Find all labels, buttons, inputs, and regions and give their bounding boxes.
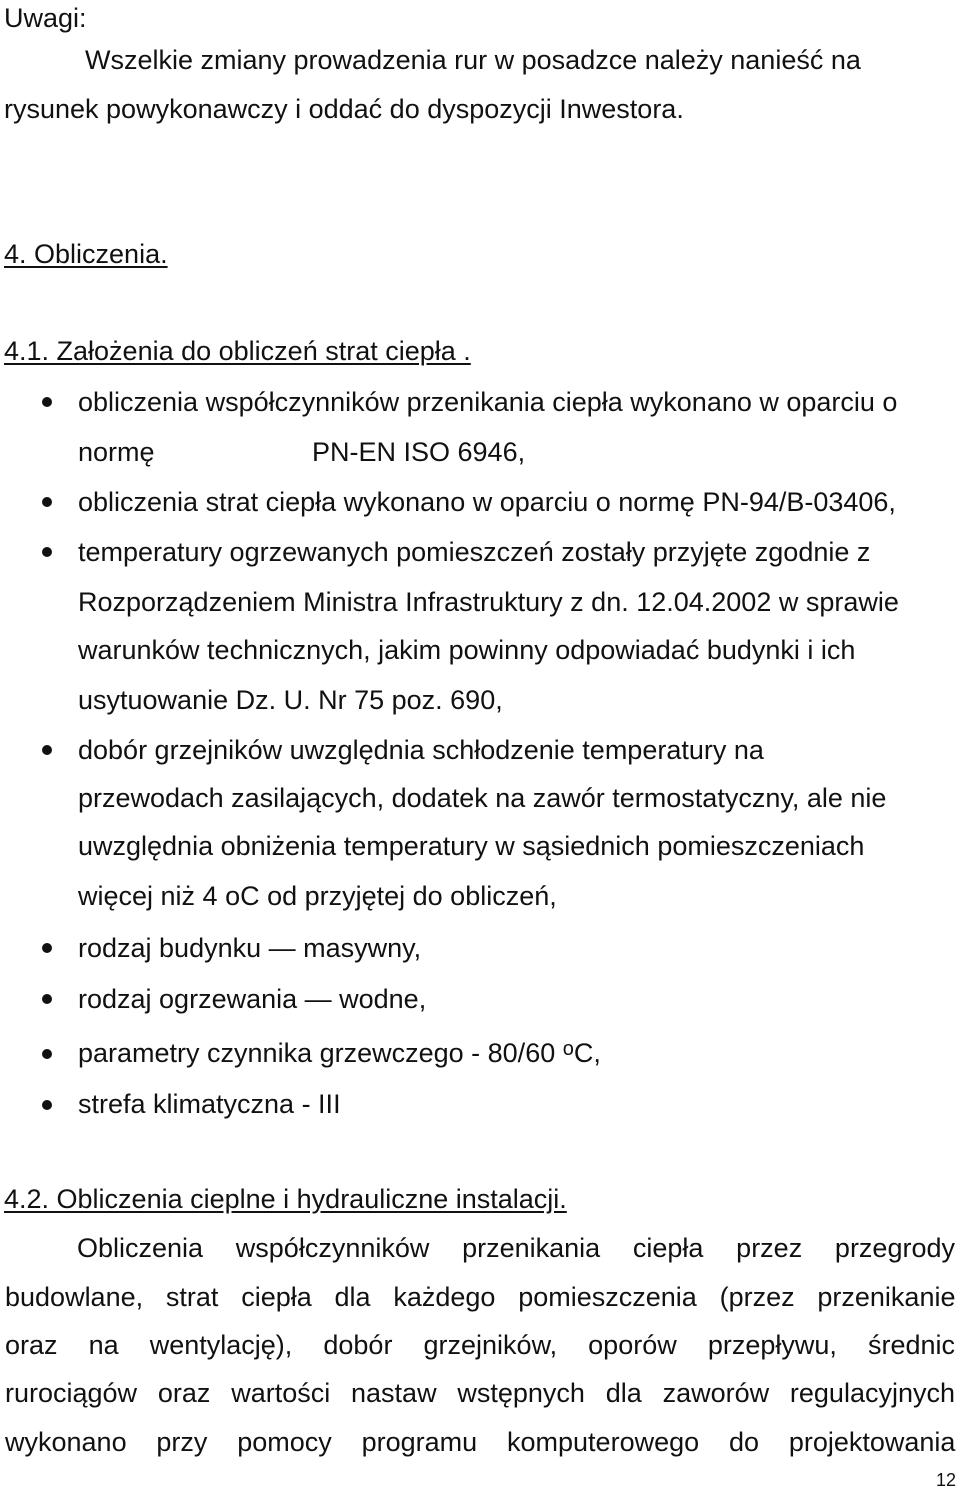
bullet-2-line-1: obliczenia strat ciepła wykonano w oparciu o normę PN-94/B-03406, xyxy=(78,487,896,517)
bullet-4-line-4: więcej niż 4 oC od przyjętej do obliczeń, xyxy=(78,881,557,911)
remarks-heading: Uwagi: xyxy=(4,3,87,33)
bullet-icon xyxy=(42,745,52,755)
bullet-icon xyxy=(42,943,52,953)
bullet-3-line-1: temperatury ogrzewanych pomieszczeń zostały przyjęte zgodnie z xyxy=(78,537,871,567)
bullet-3-line-4: usytuowanie Dz. U. Nr 75 poz. 690, xyxy=(78,685,503,715)
bullet-4-line-2: przewodach zasilających, dodatek na zawór termostatyczny, ale nie xyxy=(78,783,887,813)
bullet-icon xyxy=(42,1049,52,1059)
bullet-icon xyxy=(42,547,52,557)
paragraph-line-3: oraz na wentylację), dobór grzejników, oporów przepływu, średnic xyxy=(5,1330,955,1360)
bullet-8-line-1: strefa klimatyczna - III xyxy=(78,1089,341,1119)
page-number: 12 xyxy=(935,1470,956,1490)
bullet-1-line-2a: normę xyxy=(78,437,155,467)
paragraph-line-4: rurociągów oraz wartości nastaw wstępnych dla zaworów regulacyjnych xyxy=(5,1378,955,1408)
section-4-2-heading: 4.2. Obliczenia cieplne i hydrauliczne instalacji. xyxy=(4,1184,567,1214)
bullet-3-line-2: Rozporządzeniem Ministra Infrastruktury z dn. 12.04.2002 w sprawie xyxy=(78,587,899,617)
paragraph-line-1-text: Obliczenia współczynników przenikania ciepła przez przegrody xyxy=(77,1233,955,1263)
bullet-6-line-1: rodzaj ogrzewania — wodne, xyxy=(78,984,427,1014)
paragraph-line-2: budowlane, strat ciepła dla każdego pomieszczenia (przez przenikanie xyxy=(5,1282,956,1312)
bullet-1-line-2b: PN-EN ISO 6946, xyxy=(312,437,526,467)
bullet-7-text: parametry czynnika grzewczego - 80/60 xyxy=(78,1038,563,1068)
bullet-3-line-3: warunków technicznych, jakim powinny odpowiadać budynki i ich xyxy=(78,635,856,665)
bullet-icon xyxy=(42,1100,52,1110)
degree-superscript: o xyxy=(562,1038,574,1060)
section-4-heading: 4. Obliczenia. xyxy=(4,239,168,269)
bullet-icon xyxy=(42,397,52,407)
paragraph-line-5: wykonano przy pomocy programu komputerowego do projektowania xyxy=(5,1427,956,1457)
bullet-7-line-1 xyxy=(78,1037,601,1069)
paragraph-line-1 xyxy=(5,1232,955,1264)
remarks-text-line1: Wszelkie zmiany prowadzenia rur w posadzce należy nanieść na xyxy=(85,45,861,75)
bullet-7-unit: C, xyxy=(573,1038,601,1068)
bullet-4-line-3: uwzględnia obniżenia temperatury w sąsiednich pomieszczeniach xyxy=(78,831,865,861)
bullet-icon xyxy=(42,994,52,1004)
bullet-icon xyxy=(42,497,52,507)
bullet-5-line-1: rodzaj budynku — masywny, xyxy=(78,933,422,963)
section-4-1-heading: 4.1. Założenia do obliczeń strat ciepła . xyxy=(4,336,471,366)
bullet-4-line-1: dobór grzejników uwzględnia schłodzenie temperatury na xyxy=(78,735,764,765)
bullet-1-line-1: obliczenia współczynników przenikania ciepła wykonano w oparciu o xyxy=(78,387,898,417)
remarks-text-line2: rysunek powykonawczy i oddać do dyspozycji Inwestora. xyxy=(4,94,684,124)
